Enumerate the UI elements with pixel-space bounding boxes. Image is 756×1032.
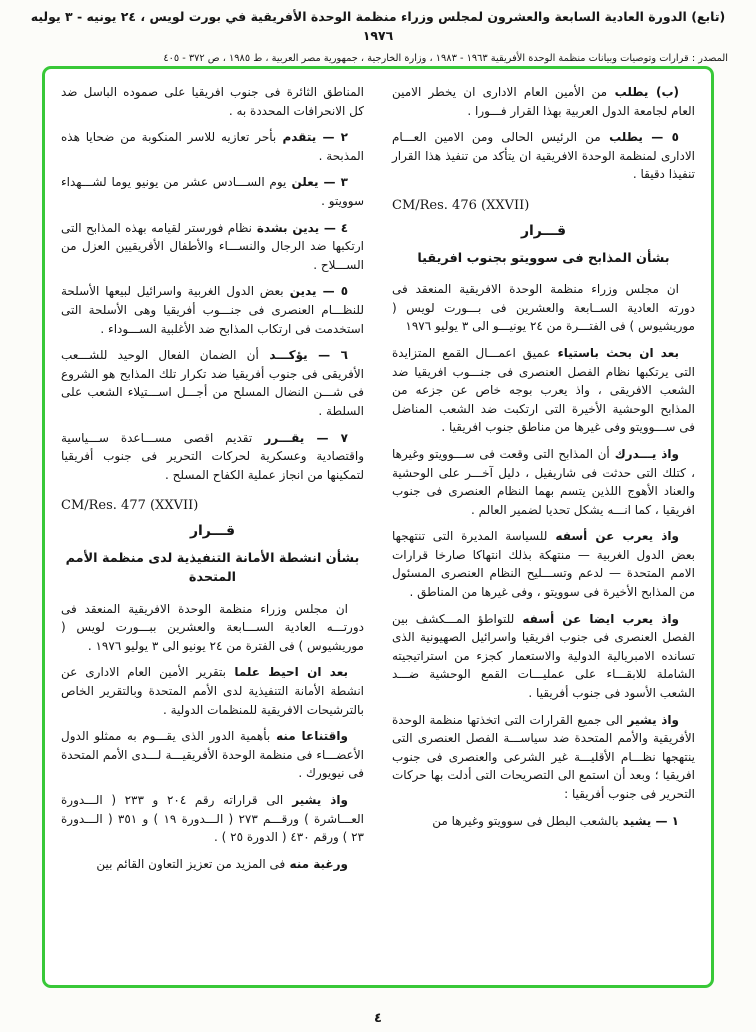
paragraph: واذ يشير الى قراراته رقم ٢٠٤ و ٢٣٣ ( الـــدورة العـــاشرة ) ورقـــم ٢٧٣ ( الـــدورة ١٩ ) و ٣٥١ ( الـــدورة ٢٣ ) ورقم ٤٣٠ ( الدورة ٢٥ ) . bbox=[61, 793, 365, 845]
paragraph: (ب) يطلب من الأمين العام الادارى ان يخطر الامين العام لجامعة الدول العربية بهذا القرار فـــورا . bbox=[392, 85, 695, 118]
paragraph-lead: ٧ — يقـــرر bbox=[252, 430, 348, 445]
paragraph: واذ يعرب عن أسفه للسياسة المديرة التى تنتهجها بعض الدول الغربية — منتهكة بذلك انتهاكا صارخا قرارات الامم المتحدة — لدعم وتســـليح النظام العنصرى المسئول من المذابح الأخيرة فى سوويتو ، وفى غيرها من المناطق . bbox=[392, 529, 695, 600]
paragraph-lead: (ب) يطلب bbox=[607, 85, 679, 99]
column-left bbox=[61, 83, 364, 975]
page-header bbox=[28, 8, 728, 65]
column-right bbox=[392, 83, 695, 975]
paragraph-lead: ورغبة منه bbox=[285, 856, 348, 871]
paragraph-lead: واقتناعا منه bbox=[270, 729, 348, 744]
paragraph: ان مجلس وزراء منظمة الوحدة الافريقية المنعقد فى دورتـــه العادية الســـابعة والعشرين ببـــورت لويس ( موريشيوس ) فى الفترة من ٢٤ يونيو الى ٣ يوليو ١٩٧٦ . bbox=[61, 601, 364, 653]
resolution-subject: بشأن انشطة الأمانة التنفيذية لدى منظمة الأمم المتحدة bbox=[65, 551, 360, 586]
paragraph-lead: ٥ — يدين bbox=[283, 284, 349, 299]
paragraph: ٢ — يتقدم بأحر تعازيه للاسر المنكوبة من ضحايا هذه المذبحة . bbox=[61, 130, 364, 163]
paragraph: ٥ — يدين بعض الدول الغربية واسرائيل لبيعها الأسلحة للنظـــام العنصرى فى جنـــوب أفريقيا وهى الأسلحة التى استخدمت فى ارتكاب المذابح ضد الأغلبية الســـوداء . bbox=[61, 284, 364, 336]
paragraph-lead: واذ يشير bbox=[283, 793, 348, 807]
paragraph: المناطق الثائرة فى جنوب افريقيا على صموده الباسل ضد كل الانحرافات المحددة به . bbox=[61, 85, 364, 118]
resolution-heading: قـــرار bbox=[520, 222, 567, 239]
paragraph: ٦ — يؤكـــد أن الضمان الفعال الوحيد للشـــعب الأفريقى فى جنوب أفريقيا ضد تكرار تلك المذابح هو الشروع فى شـــن النضال المسلح من أجـــل اســـتيلاء الشعب على السلطة . bbox=[61, 348, 364, 418]
paragraph: ٧ — يقـــرر تقديم اقصى مســـاعدة ســـياسية واقتصادية وعسكرية لحركات التحرير فى جنوب أفريقيا لتمكينها من انجاز عملية الكفاح المسلح . bbox=[61, 430, 364, 482]
paragraph-lead: ٥ — يطلب bbox=[600, 130, 679, 145]
paragraph: بعد ان بحث باستياء عميق اعمـــال القمع المتزايدة التى يرتكبها نظام الفصل العنصرى فى جنـــوب افريقيا ضد الشعب الافريقى ، واذ يعرب بوجه خاص عن جزعه من المذابح الوحشية الأخيرة التى ارتكبت ضد الشعب المناضل فى ســـوويتو وفى غيرها من مناطق جنوب افريقيا . bbox=[392, 345, 695, 435]
paragraph: واذ يشير الى جميع القرارات التى اتخذتها منظمة الوحدة الأفريقية والأمم المتحدة ضد سياســـة الفصل العنصرى التى ينتهجها نظـــام الأقليـــة غير الشرعى والعنصرى فى جنوب افريقيا ؛ وبعد أن استمع الى التصريحات التى أدلت بها حركات التحرير فى جنوب أفريقيا : bbox=[392, 712, 695, 801]
resolution-heading: قـــرار bbox=[189, 523, 236, 540]
paragraph-lead: واذ يعرب ايضا عن أسفه bbox=[514, 611, 679, 626]
paragraph: واقتناعا منه بأهمية الدور الذى يقـــوم به ممثلو الدول الأعضـــاء فى منظمة الوحدة الأفريقيـــة لـــدى الأمم المتحدة فى نيويورك . bbox=[61, 729, 364, 781]
paragraph-lead: واذ يشير bbox=[622, 712, 679, 727]
content-border-box bbox=[42, 66, 714, 988]
paragraph-lead: ٢ — يتقدم bbox=[276, 130, 348, 145]
header-session-title: (تابع) الدورة العادية السابعة والعشرون لمجلس وزراء منظمة الوحدة الأفريقية في بورت لويس ، ٢٤ يونيه - ٣ يوليه ١٩٧٦ bbox=[30, 9, 726, 43]
paragraph-lead: واذ يعرب عن أسفه bbox=[547, 529, 679, 544]
paragraph-lead: ٤ — يدين بشدة bbox=[252, 220, 349, 235]
paragraph-lead: ٦ — يؤكـــد bbox=[258, 348, 348, 363]
paragraph: ٥ — يطلب من الرئيس الحالى ومن الامين العـــام الادارى لمنظمة الوحدة الافريقية ان يتأكد من تنفيذ هذا القرار تنفيذا دقيقا . bbox=[392, 130, 695, 182]
paragraph: ٣ — يعلن يوم الســـادس عشر من يونيو يوما لشـــهداء سوويتو . bbox=[61, 175, 364, 208]
paragraph: ١ — يشيد بالشعب البطل فى سوويتو وغيرها من bbox=[432, 813, 679, 828]
page-number: ٤ bbox=[374, 1011, 382, 1026]
paragraph: ورغبة منه فى المزيد من تعزيز التعاون القائم بين bbox=[96, 856, 348, 871]
paragraph: ان مجلس وزراء منظمة الوحدة الافريقية المنعقد فى دورته العادية الســابعة والعشرين فى بـــورت لويس ( موريشيوس ) فى الفتـــرة من ٢٤ يونيـــو الى ٣ يوليو ١٩٧٦ bbox=[392, 282, 695, 334]
resolution-ref: CM/Res. 477 (XXVII) bbox=[61, 498, 199, 514]
paragraph-lead: بعد ان بحث باستياء bbox=[550, 345, 679, 360]
paragraph: واذ يعرب ايضا عن أسفه للتواطؤ المـــكشف بين الفصل العنصرى فى جنوب افريقيا واسرائيل الصهيونية الذى تسانده الامبريالية الدولية والاستعمار كجزء من استراتيجيته الشاملة للابقـــاء على عمليـــات القمع الوحشية ضـــد الشعب الأسود فى جنوب أفريقيا . bbox=[392, 611, 695, 701]
resolution-ref: CM/Res. 476 (XXVII) bbox=[392, 197, 530, 213]
resolution-subject: بشأن المذابح فى سوويتو بجنوب افريقيا bbox=[417, 250, 670, 266]
paragraph-lead: واذ يـــدرك bbox=[609, 446, 680, 461]
paragraph: واذ يـــدرك أن المذابح التى وقعت فى ســـوويتو وغيرها ، كتلك التى حدثت فى شاريفيل ، دليل آخـــر على الوحشية والعناد الأهوج اللذين يتسم بهما النظام العنصرى فى جنوب افريقيا ، كما انـــه يشكل تحديا لضمير العالم . bbox=[392, 446, 695, 517]
header-source-note: المصدر : قرارات وتوصيات وبيانات منظمة الوحدة الأفريقية ١٩٦٣ - ١٩٨٣ ، وزارة الخارجية ، جمهورية مصر العربية ، ط ١٩٨٥ ، ص ٣٧٢ - ٤٠٥ bbox=[163, 52, 728, 64]
paragraph: بعد ان احيط علما بتقرير الأمين العام الادارى عن انشطة الأمانة التنفيذية لدى الأمم المتحدة وبالتقرير الخاص بالترشيحات الافريقية للمنظمات الدولية . bbox=[61, 665, 364, 717]
paragraph-lead: ١ — يشيد bbox=[618, 813, 679, 828]
paragraph-lead: ٣ — يعلن bbox=[286, 175, 348, 190]
paragraph-lead: بعد ان احيط علما bbox=[226, 665, 348, 680]
paragraph: ٤ — يدين بشدة نظام فورستر لقيامه بهذه المذابح التى ارتكبها ضد الرجال والنســـاء والأطفال الأفريقيين العزل من الســـلاح . bbox=[61, 220, 364, 272]
